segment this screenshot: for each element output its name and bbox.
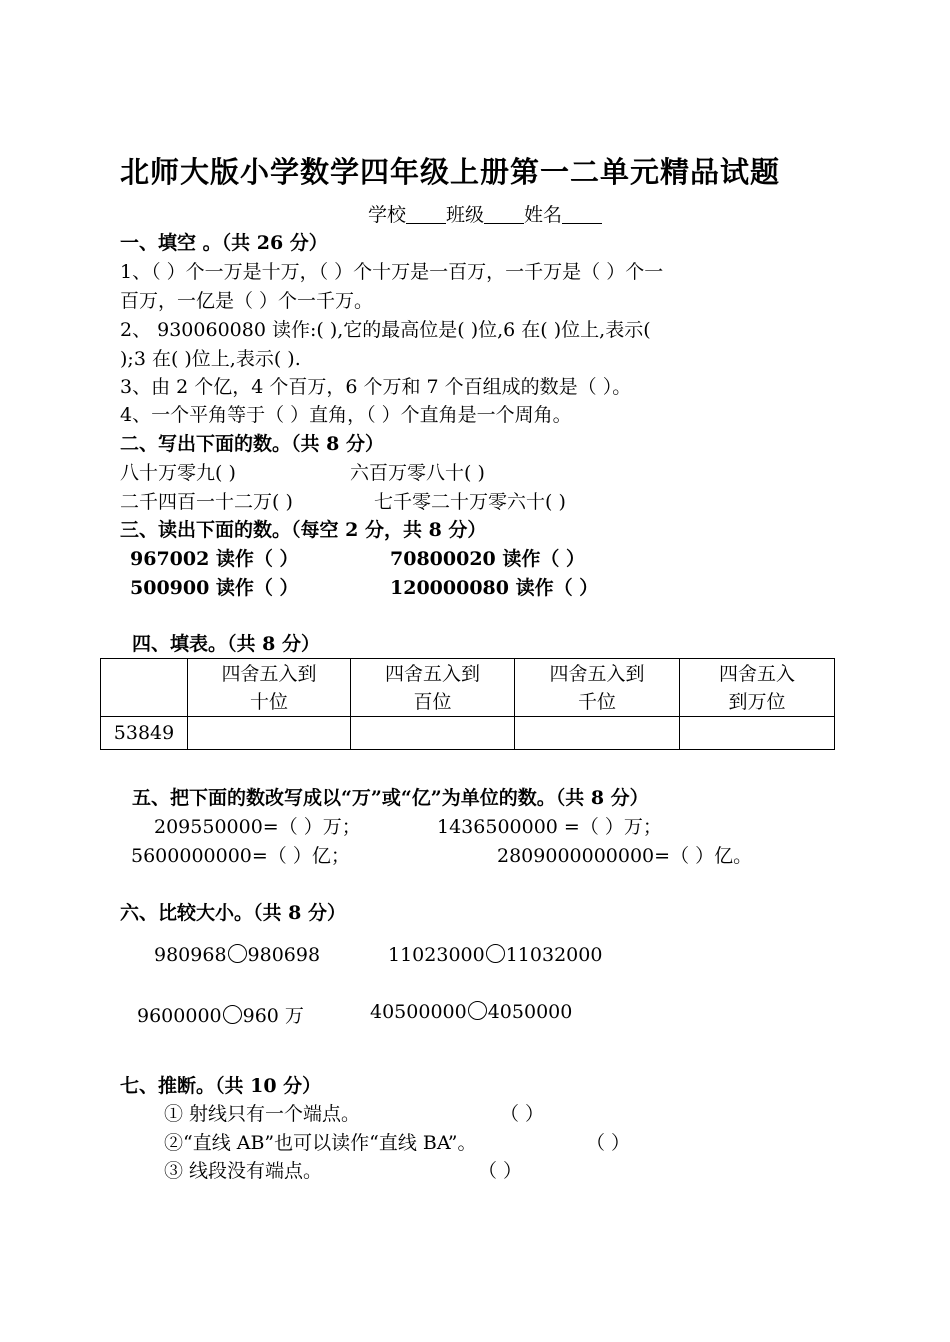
s5-item-3: 5600000000=（ ）亿； — [131, 845, 350, 867]
compare-circle-icon[interactable] — [223, 1005, 242, 1024]
section-2-heading: 二、写出下面的数。（共 8 分） — [120, 433, 384, 455]
judge-item-1: ① 射线只有一个端点。 — [164, 1103, 361, 1125]
class-label: 班级 — [446, 204, 485, 226]
name-label: 姓名 — [524, 204, 563, 226]
compare-circle-icon[interactable] — [486, 944, 505, 963]
table-answer-cell[interactable] — [351, 717, 515, 750]
s1-question-2-line-2: );3 在( )位上,表示( ). — [120, 348, 301, 370]
s1-question-1-line-2: 百万，一亿是（ ）个一千万。 — [120, 290, 374, 312]
section-7-heading: 七、推断。（共 10 分） — [120, 1075, 322, 1097]
judge-answer-2[interactable]: （ ） — [586, 1132, 631, 1154]
section-3-heading: 三、读出下面的数。（每空 2 分，共 8 分） — [120, 519, 487, 541]
s1-question-4: 4、一个平角等于（ ）直角，（ ）个直角是一个周角。 — [120, 404, 572, 426]
compare-pair-3: 9600000 960 万 — [137, 1005, 304, 1027]
compare-pair-4: 40500000 4050000 — [370, 1001, 573, 1023]
s2-item-1: 八十万零九( ) — [120, 462, 236, 484]
name-blank[interactable] — [562, 205, 602, 224]
section-6-heading: 六、比较大小。（共 8 分） — [120, 902, 346, 924]
table-corner-cell — [101, 659, 188, 717]
table-answer-cell[interactable] — [515, 717, 680, 750]
page-title: 北师大版小学数学四年级上册第一二单元精品试题 — [120, 155, 781, 189]
s3-item-1: 967002 读作（ ） — [130, 548, 299, 570]
section-5-heading: 五、把下面的数改写成以“万”或“亿”为单位的数。（共 8 分） — [132, 787, 649, 809]
s3-item-2: 70800020 读作（ ） — [390, 548, 585, 570]
table-header-tens: 四舍五入到 十位 — [188, 659, 351, 717]
s5-item-4: 2809000000000=（ ）亿。 — [497, 845, 753, 867]
s2-item-3: 二千四百一十二万( ) — [120, 491, 293, 513]
table-header-thousands: 四舍五入到 千位 — [515, 659, 680, 717]
table-row — [101, 717, 835, 750]
judge-answer-3[interactable]: （ ） — [478, 1160, 523, 1182]
table-row-label: 53849 — [101, 717, 188, 750]
s5-item-1: 209550000=（ ）万； — [154, 816, 361, 838]
s1-question-1-line-1: 1、（ ）个一万是十万，（ ）个十万是一百万，一千万是（ ）个一 — [120, 261, 664, 283]
judge-answer-1[interactable]: （ ） — [500, 1103, 545, 1125]
table-header-ten-thousands: 四舍五入 到万位 — [680, 659, 835, 717]
table-answer-cell[interactable] — [188, 717, 351, 750]
compare-pair-2: 11023000 11032000 — [388, 944, 603, 966]
s1-question-2-line-1: 2、 930060080 读作:( ),它的最高位是( )位,6 在( )位上,表示( — [120, 319, 651, 341]
table-header-hundreds: 四舍五入到 百位 — [351, 659, 515, 717]
s2-item-2: 六百万零八十( ) — [350, 462, 485, 484]
compare-circle-icon[interactable] — [468, 1001, 487, 1020]
section-1-heading: 一、填空 。（共 26 分） — [120, 232, 328, 254]
school-label: 学校 — [368, 204, 407, 226]
student-info-line — [368, 200, 602, 227]
compare-pair-1: 980968 980698 — [154, 944, 321, 966]
s3-item-4: 120000080 读作（ ） — [390, 577, 599, 599]
s3-item-3: 500900 读作（ ） — [130, 577, 299, 599]
s2-item-4: 七千零二十万零六十( ) — [374, 491, 566, 513]
s1-question-3: 3、由 2 个亿，4 个百万，6 个万和 7 个百组成的数是（ ）。 — [120, 376, 632, 398]
rounding-table — [100, 658, 835, 750]
compare-circle-icon[interactable] — [228, 944, 247, 963]
s5-item-2: 1436500000 =（ ）万； — [437, 816, 662, 838]
judge-item-2: ②“直线 AB”也可以读作“直线 BA”。 — [164, 1132, 477, 1154]
judge-item-3: ③ 线段没有端点。 — [164, 1160, 323, 1182]
section-4-heading: 四、填表。（共 8 分） — [132, 633, 320, 655]
school-blank[interactable] — [406, 205, 446, 224]
class-blank[interactable] — [484, 205, 524, 224]
table-answer-cell[interactable] — [680, 717, 835, 750]
